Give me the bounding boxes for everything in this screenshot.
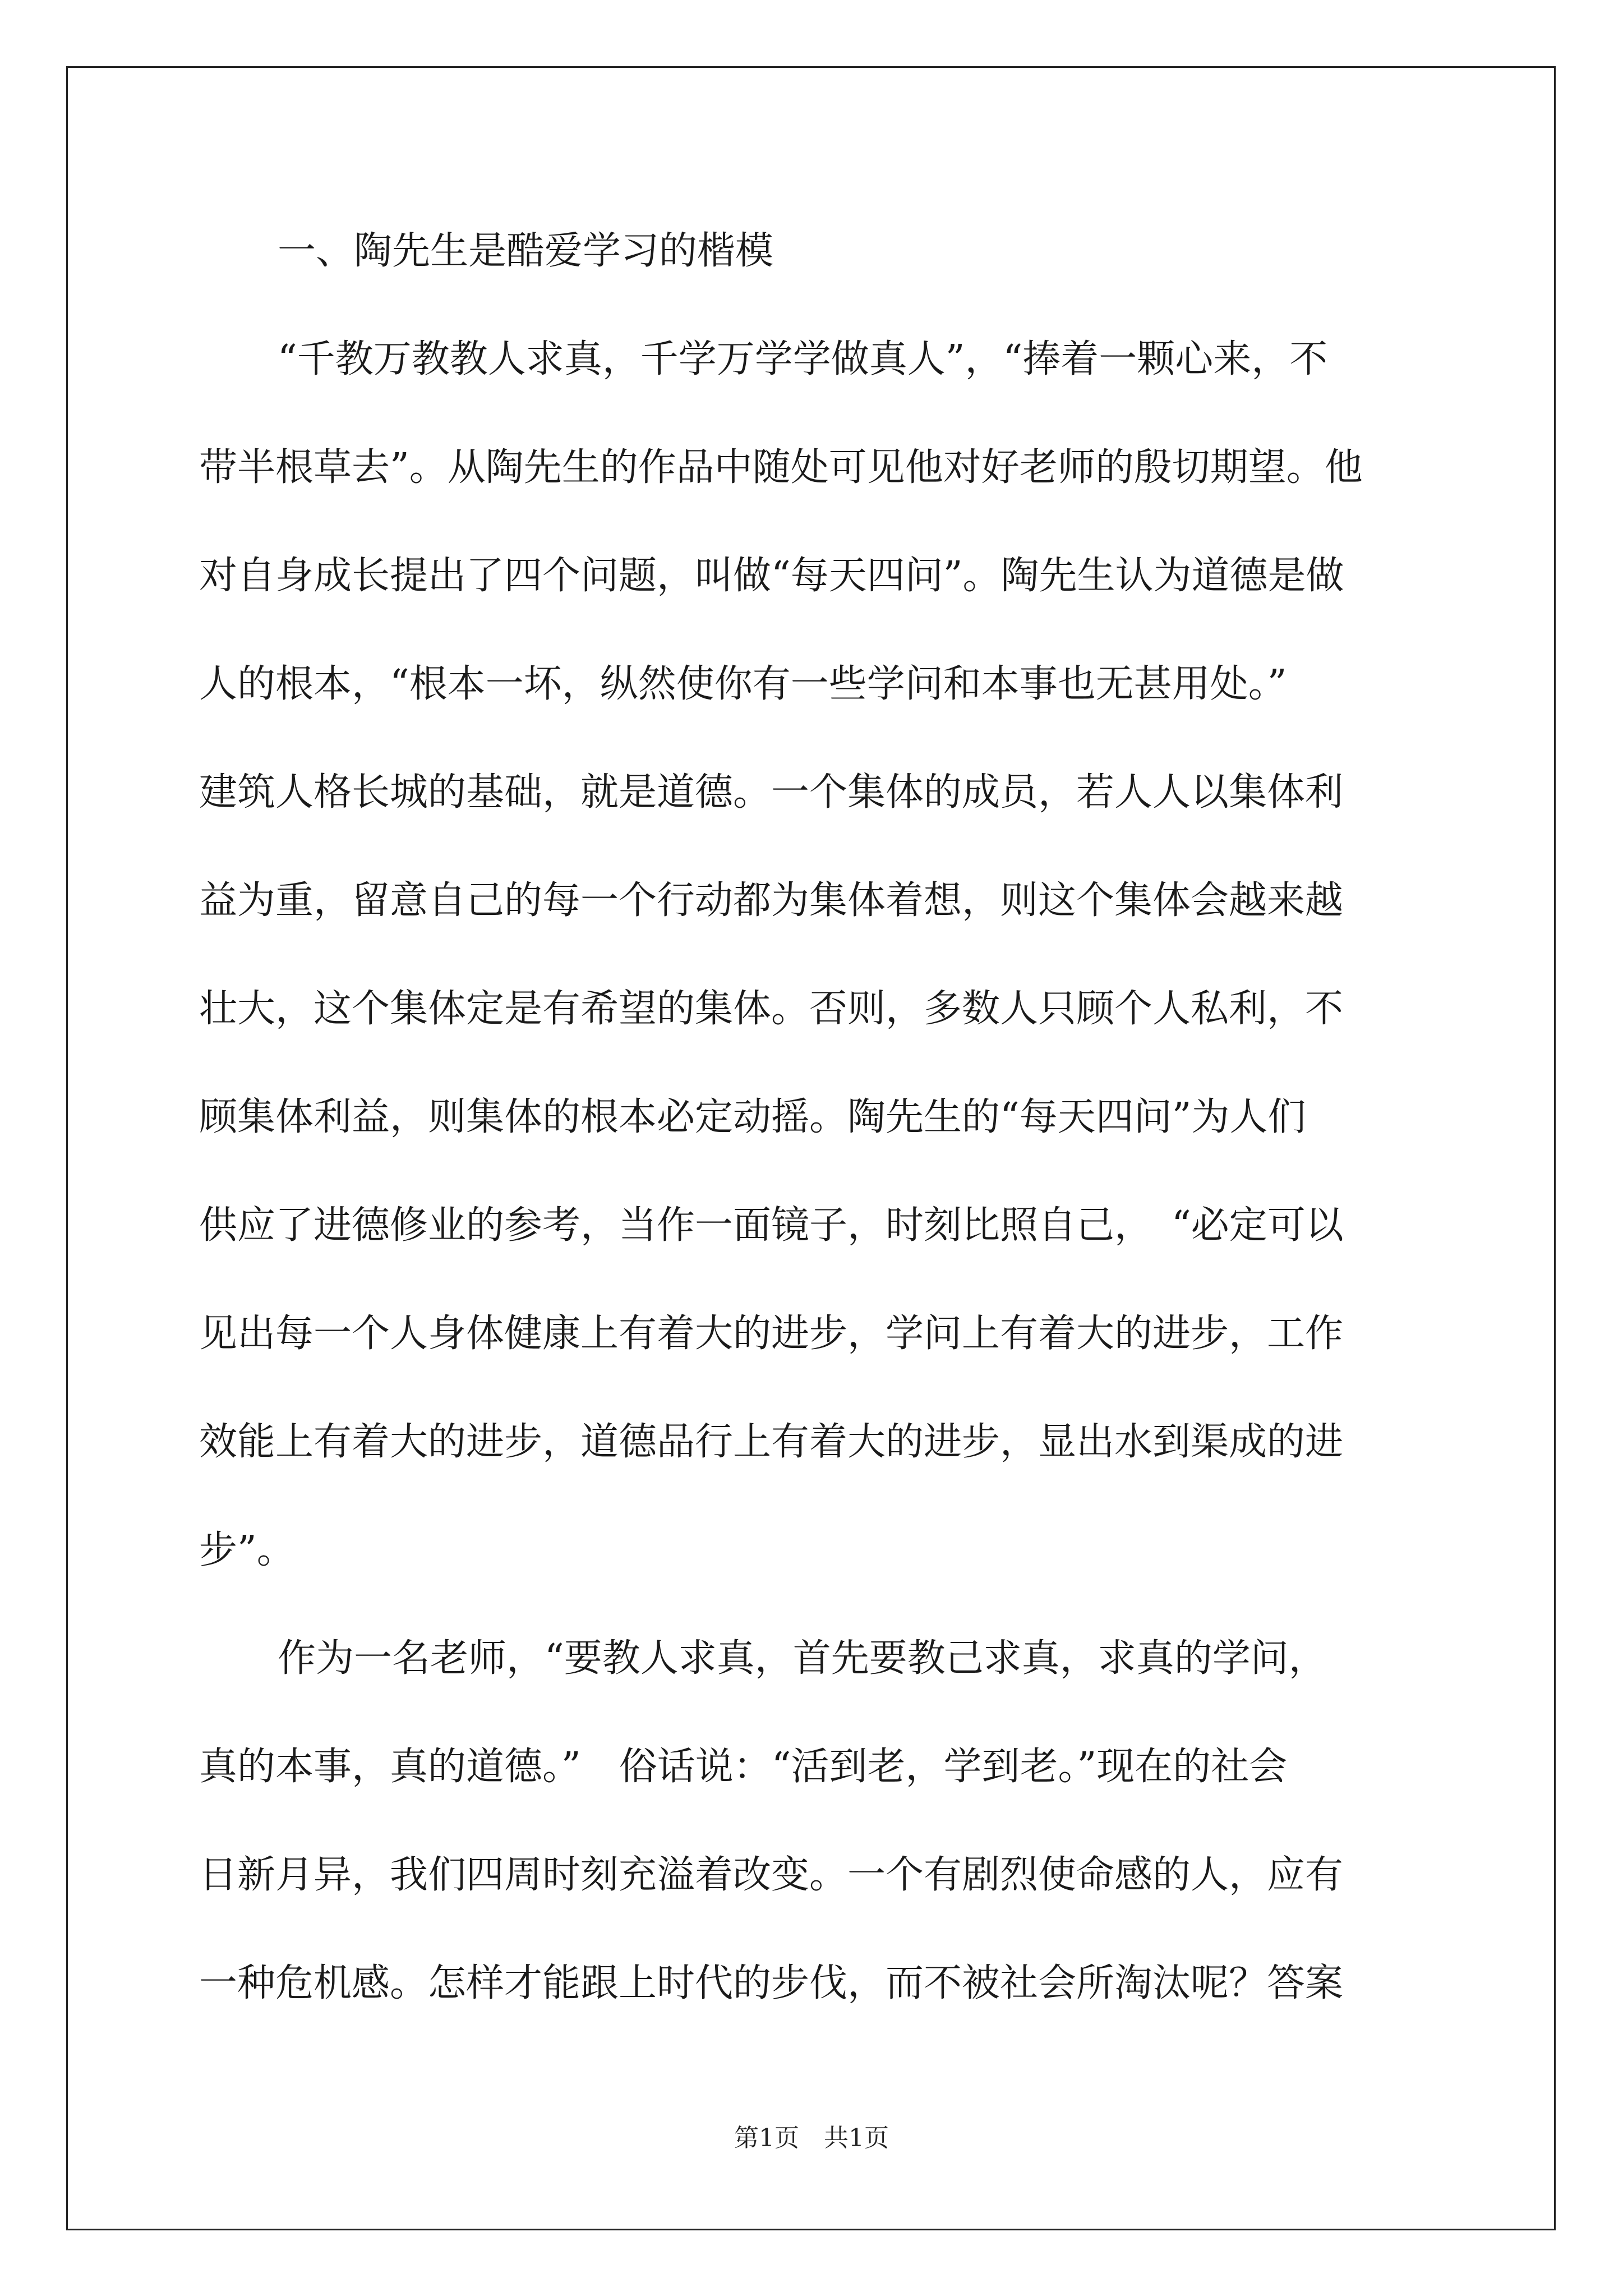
paragraph-line: 人的根本，“根本一坏，纵然使你有一些学问和本事也无甚用处。” bbox=[199, 662, 1287, 706]
paragraph-line: 见出每一个人身体健康上有着大的进步，学问上有着大的进步，工作 bbox=[199, 1312, 1344, 1356]
paragraph-line: 效能上有着大的进步，道德品行上有着大的进步，显出水到渠成的进 bbox=[199, 1420, 1344, 1464]
page-footer: 第1页 共1页 bbox=[734, 2124, 889, 2152]
paragraph-line: 步”。 bbox=[199, 1528, 295, 1572]
paragraph-line: 益为重，留意自己的每一个行动都为集体着想，则这个集体会越来越 bbox=[199, 878, 1344, 923]
paragraph-line: 一种危机感。怎样才能跟上时代的步伐，而不被社会所淘汰呢？答案 bbox=[199, 1961, 1344, 2005]
document-body bbox=[199, 216, 1427, 2056]
paragraph-2 bbox=[199, 1623, 1427, 2056]
paragraph-line: 顾集体利益，则集体的根本必定动摇。陶先生的“每天四问”为人们 bbox=[199, 1095, 1306, 1139]
paragraph-line: 真的本事，真的道德。” 俗话说：“活到老，学到老。”现在的社会 bbox=[199, 1745, 1288, 1789]
paragraph-line: 对自身成长提出了四个问题，叫做“每天四问”。陶先生认为道德是做 bbox=[199, 554, 1344, 598]
paragraph-line: 日新月异，我们四周时刻充溢着改变。一个有剧烈使命感的人，应有 bbox=[199, 1853, 1344, 1897]
paragraph-line: 供应了进德修业的参考，当作一面镜子，时刻比照自己， “必定可以 bbox=[199, 1203, 1344, 1248]
paragraph-line: 建筑人格长城的基础，就是道德。一个集体的成员，若人人以集体利 bbox=[199, 770, 1344, 815]
paragraph-1 bbox=[199, 324, 1427, 1623]
paragraph-line: 带半根草去”。从陶先生的作品中随处可见他对好老师的殷切期望。他 bbox=[199, 445, 1363, 490]
paragraph-line: 壮大，这个集体定是有希望的集体。否则，多数人只顾个人私利，不 bbox=[199, 987, 1344, 1031]
paragraph-line: 作为一名老师，“要教人求真，首先要教己求真，求真的学问， bbox=[278, 1636, 1327, 1681]
paragraph-line: “千教万教教人求真，千学万学学做真人”，“捧着一颗心来，不 bbox=[278, 337, 1328, 381]
section-heading: 一、陶先生是酷爱学习的楷模 bbox=[278, 229, 774, 273]
